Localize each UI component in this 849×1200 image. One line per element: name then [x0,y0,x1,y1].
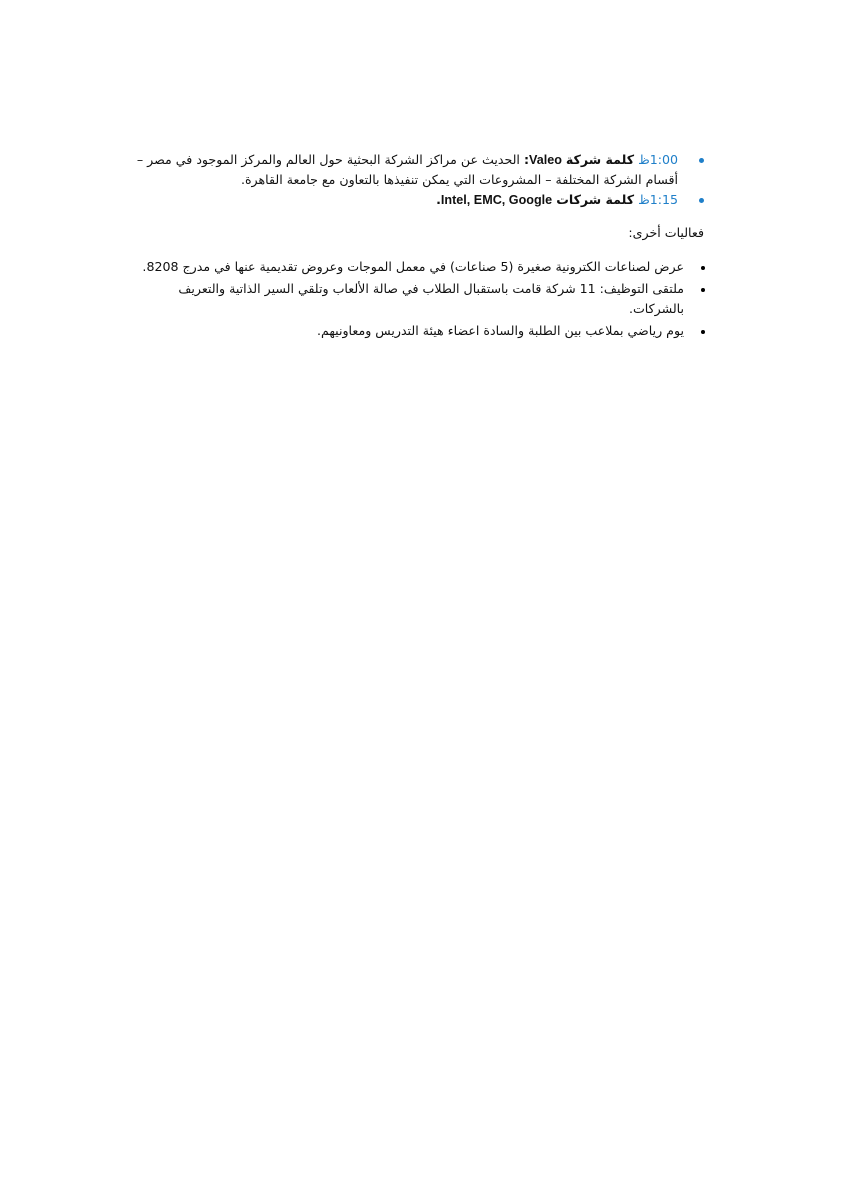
agenda-time: 1:15ظ [638,192,678,207]
agenda-company: Intel, EMC, Google [440,193,553,207]
list-item: يوم رياضي بملاعب بين الطلبة والسادة اعضاء هيئة التدريس ومعاونيهم. [130,321,712,341]
agenda-label: كلمة شركة [565,152,635,167]
list-item: عرض لصناعات الكترونية صغيرة (5 صناعات) في معمل الموجات وعروض تقديمية عنها في مدرج 8208. [130,257,712,277]
agenda-list [130,150,712,210]
agenda-label: كلمة شركات [556,192,635,207]
list-item: ملتقى التوظيف: 11 شركة قامت باستقبال الطلاب في صالة الألعاب وتلقي السير الذاتية والتعريف بالشركات. [130,279,712,319]
document-content [130,150,712,343]
activities-list [130,257,712,341]
agenda-item [130,190,712,210]
agenda-separator: . [436,192,441,207]
section-title: فعاليات أخرى: [628,225,704,240]
agenda-item [130,150,712,190]
agenda-separator: : [523,152,529,167]
agenda-company: Valeo [529,153,562,167]
agenda-description: الحديث عن مراكز الشركة البحثية حول العالم والمركز الموجود في مصر – أقسام الشركة المختلفة – المشروعات التي يمكن تنفيذها بالتعاون مع جامعة القاهرة. [136,152,678,187]
agenda-time: 1:00ظ [638,152,678,167]
